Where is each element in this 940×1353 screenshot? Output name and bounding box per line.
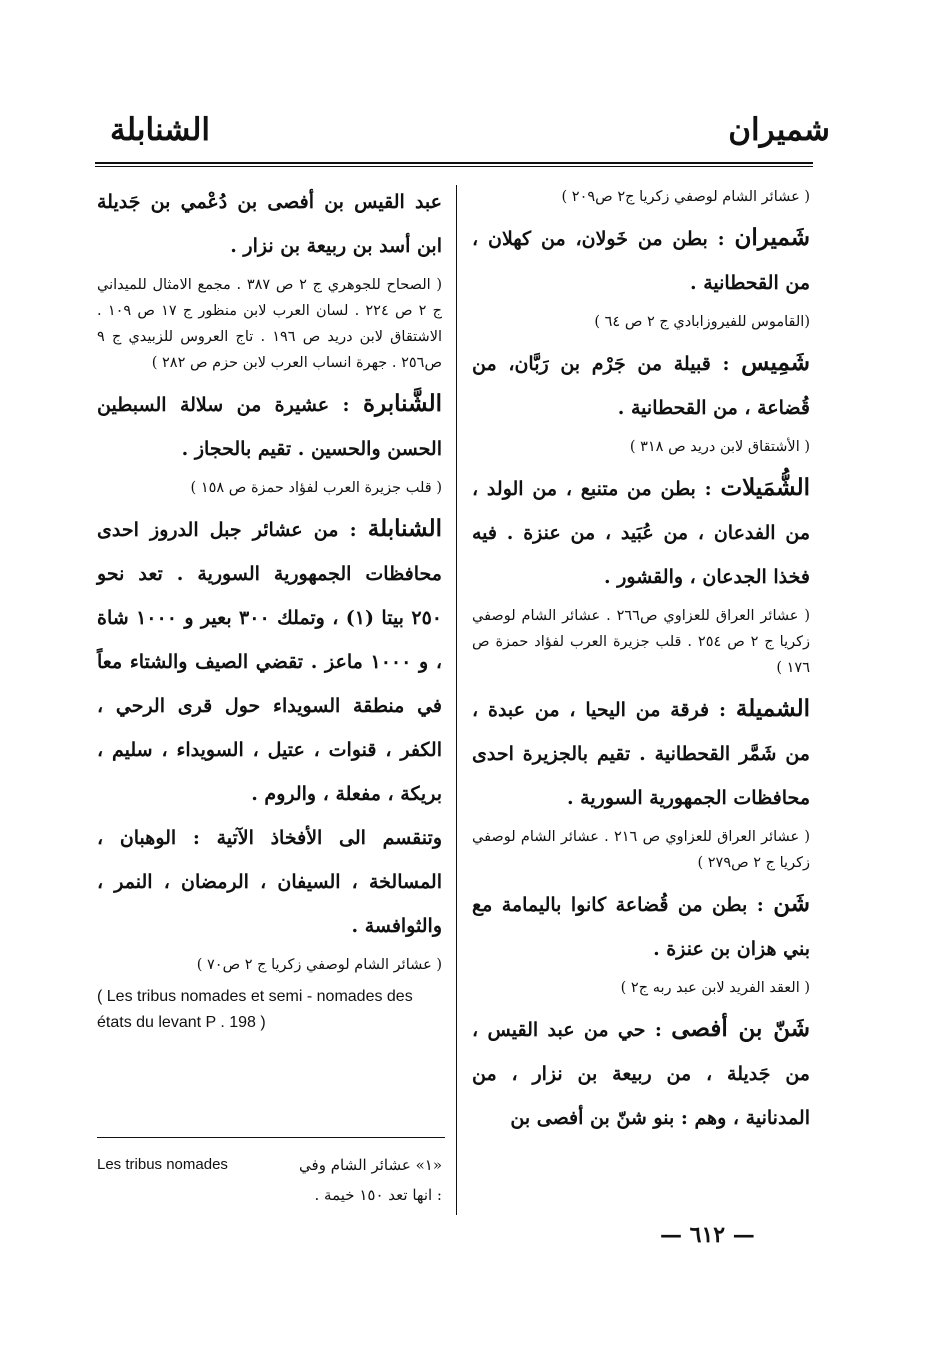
entry-text: : بطن من خَولان، من كهلان ، من القحطانية .	[472, 228, 810, 294]
entry-shamis	[472, 341, 810, 430]
footnote-text: : انها تعد ١٥٠ خيمة .	[314, 1186, 442, 1204]
entry-text: : من عشائر جبل الدروز احدى محافظات الجمهورية السورية . تعد نحو ٢٥٠ بيتا (١) ، وتملك ٣٠٠ بعير و ١٠٠٠ شاة ، و ١٠٠٠ ماعز . تقضي الصيف والشتاء معاً في منطقة السويداء حول قرى الرحي ، الكفر ، قنوات ، عتيل ، السويداء ، سليم ، بريكة ، مفعلة ، والروم .	[97, 519, 443, 805]
entry-shann-ibn-afsa	[472, 1007, 810, 1140]
entry-text: : فرقة من اليحيا ، من عبدة ، من شَمَّر القحطانية . تقيم بالجزيرة احدى محافظات الجمهورية السورية .	[472, 699, 810, 809]
entry-shamiran	[472, 216, 810, 305]
footnote-latin: Les tribus nomades	[97, 1156, 228, 1173]
footnote-marker: «١» عشائر الشام وفي	[299, 1156, 442, 1174]
entry-text: : قبيلة من جَرْم بن رَبَّان، من قُضاعة ، من القحطانية .	[472, 353, 810, 419]
entry-heading: الشُّمَيلات	[720, 474, 810, 501]
continued-text: عبد القيس بن أفصى بن دُعْمي بن جَديلة ابن أسد بن ربيعة بن نزار .	[97, 191, 442, 257]
running-header-left: الشنابلة	[110, 112, 211, 148]
footnote	[97, 1150, 442, 1210]
column-divider	[456, 185, 457, 1215]
entry-heading: شَمِيس	[741, 349, 810, 376]
entry-text: : بطن من قُضاعة كانوا باليمامة مع بني هزان بن عنزة .	[472, 894, 810, 960]
left-column	[97, 180, 442, 1036]
right-column	[472, 180, 810, 1140]
citation: ( عشائر الشام لوصفي زكريا ج٢ ص٢٠٩ )	[561, 189, 810, 205]
entry-shann	[472, 882, 810, 971]
entry-text: : حي من عبد القيس ، من جَديلة ، من ربيعة بن نزار ، من المدنانية ، وهم : بنو شنّ بن أفصى بن	[472, 1019, 810, 1129]
citation: (القاموس للفيروزابادي ج ٢ ص ٦٤ )	[594, 314, 810, 330]
entry-shanabira	[97, 382, 442, 471]
citation: ( قلب جزيرة العرب لفؤاد حمزة ص ١٥٨ )	[190, 480, 442, 496]
footnote-rule	[97, 1137, 445, 1138]
citation: ( عشائر الشام لوصفي زكريا ج ٢ ص٧٠ )	[196, 957, 442, 973]
entry-heading: الشَّنابرة	[362, 390, 442, 417]
citation: ( العقد الفريد لابن عبد ربه ج٢ )	[620, 980, 810, 996]
citation: ( عشائر العراق للعزاوي ص٢٦٦ . عشائر الشام لوصفي زكريا ج ٢ ص ٢٥٤ . قلب جزيرة العرب لفؤاد حمزة ص ١٧٦ )	[472, 608, 811, 676]
header-rule	[95, 162, 813, 164]
entry-shumayla	[472, 687, 810, 820]
entry-heading: شَميران	[734, 224, 810, 251]
entry-heading: شَنّ بن أفصى	[671, 1015, 810, 1042]
citation: ( الصحاح للجوهري ج ٢ ص ٣٨٧ . مجمع الامثال للميداني ج ٢ ص ٢٢٤ . لسان العرب لابن منظور ج ١٧ ص ١٠٩ . الاشتقاق لابن دريد ص ١٩٦ . تاج العروس للزبيدي ج ٩ ص٢٥٦ . جهرة انساب العرب لابن حزم ص ٢٨٢ )	[97, 277, 443, 371]
citation: ( عشائر العراق للعزاوي ص ٢١٦ . عشائر الشام لوصفي زكريا ج ٢ ص٢٧٩ )	[472, 829, 810, 871]
entry-text: : عشيرة من سلالة السبطين الحسن والحسين . تقيم بالحجاز .	[97, 394, 442, 460]
header-rule-thin	[95, 166, 813, 167]
entry-heading: الشنابلة	[367, 515, 442, 542]
entry-text: : بطن من متنبع ، من الولد ، من الفدعان ، من عُبَيد ، من عنزة . فيه فخذا الجدعان ، والقشور .	[472, 478, 810, 588]
entry-heading: شَن	[773, 890, 810, 917]
running-header-right: شميران	[728, 112, 830, 148]
citation: ( الأشتقاق لابن دريد ص ٣١٨ )	[629, 439, 810, 455]
entry-shanabla	[97, 507, 442, 816]
entry-subdivisions: وتنقسم الى الأفخاذ الآتية : الوهبان ، المسالخة ، السيفان ، الرمضان ، النمر ، والثوافسة .	[97, 827, 442, 937]
page-number: — ٦١٢ —	[660, 1222, 755, 1248]
latin-citation: ( Les tribus nomades et semi - nomades des états du levant P . 198 )	[97, 988, 413, 1031]
entry-heading: الشميلة	[735, 695, 810, 722]
entry-shumaylat	[472, 466, 810, 599]
